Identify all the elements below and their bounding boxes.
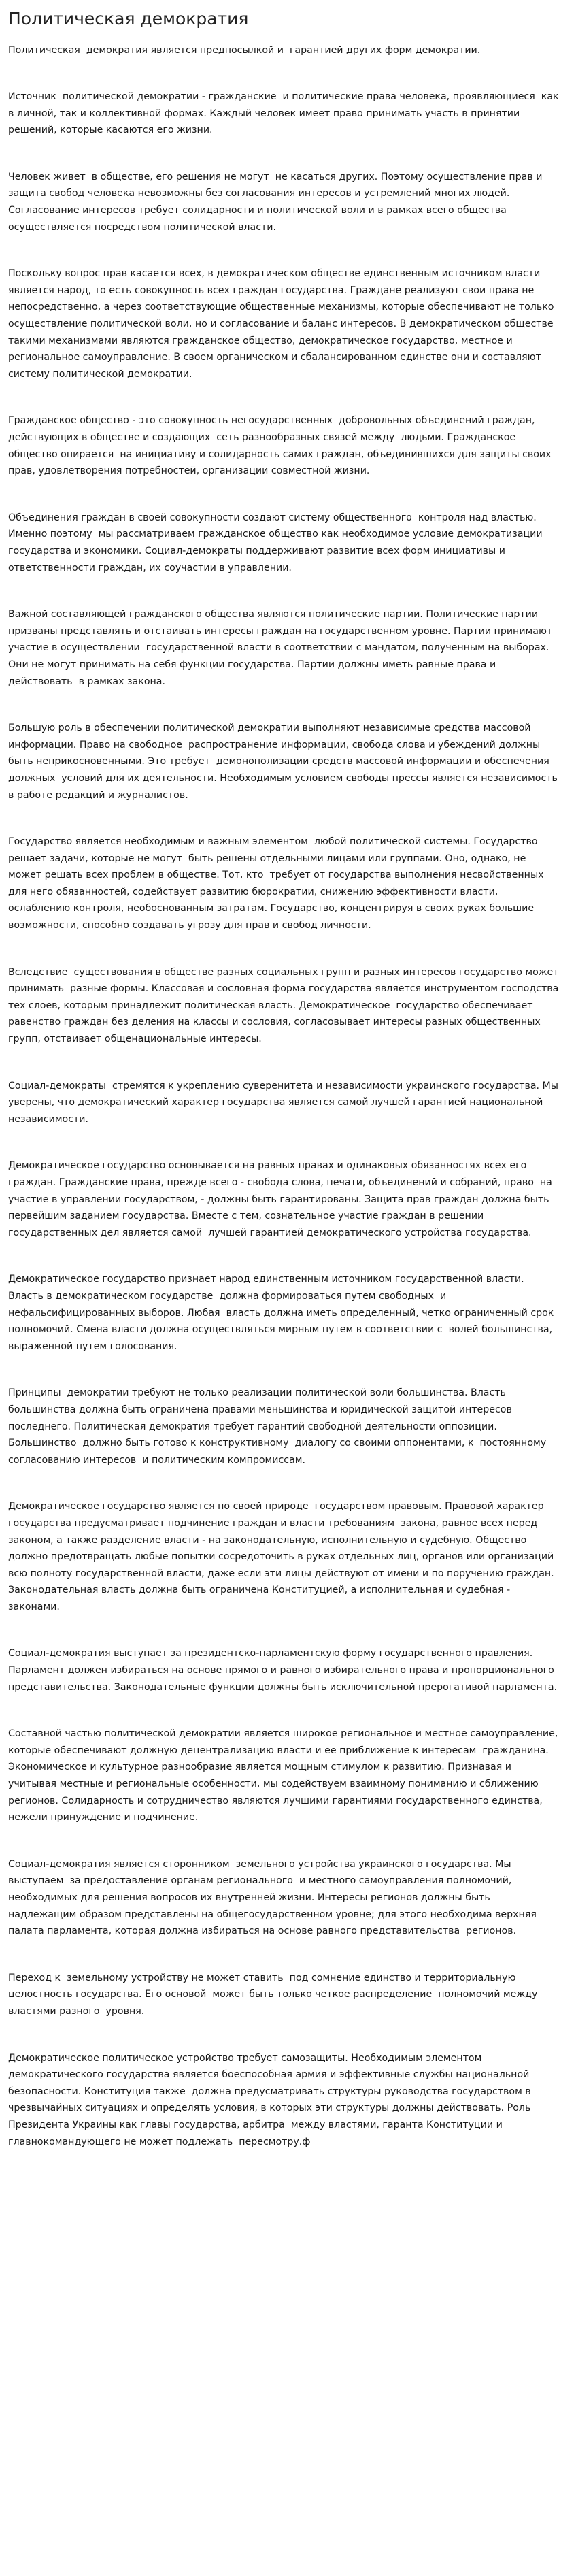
paragraph: Переход к земельному устройству не может ставить под сомнение единство и территориальную целостность государства. Его основой может быть только четкое распределение полномочий между властями разного уровня.	[8, 1972, 541, 2017]
paragraph: Вследствие существования в обществе разных социальных групп и разных интересов государство может принимать разные формы. Классовая и сословная форма государства является инструментом господства тех слоев, которым принадлежит политическая власть. Демократическое государство обеспечивает равенство граждан без деления на классы и сословия, согласовывает интересы разных общественных групп, отстаивает общенациональные интересы.	[8, 966, 562, 1045]
paragraph: Гражданское общество - это совокупность негосударственных добровольных объединений граждан, действующих в обществе и создающих сеть разнообразных связей между людьми. Гражданское общество опирается на инициативу и солидарность самих граждан, объединившихся для защиты своих прав, удовлетворения потребностей, организации совместной жизни.	[8, 415, 555, 477]
paragraph: Социал-демократы стремятся к укреплению суверенитета и независимости украинского государства. Мы уверены, что демократический характер государства является самой лучшей гарантией национальной независимости.	[8, 1080, 562, 1125]
paragraph: Демократическое государство является по своей природе государством правовым. Правовой характер государства предусматривает подчинение граждан и власти требованиям закона, равное всех перед законом, а также разделение власти - на законодательную, исполнительную и судебную. Общество должно предотвращать любые попытки сосредоточить в руках отдельных лиц, органов или организаций всю полноту государственной власти, даже если эти лицы действуют от имени и по поручению граждан. Законодательная власть должна быть ограничена Конституцией, а исполнительная и судебная - законами.	[8, 1501, 558, 1613]
paragraph: Государство является необходимым и важным элементом любой политической системы. Государство решает задачи, которые не могут быть решены отдельными лицами или группами. Оно, однако, не может решать всех проблем в обществе. Тот, кто требует от государства выполнения несвойственных для него обязанностей, содействует развитию бюрократии, снижению эффективности власти, ослаблению контроля, необоснованным затратам. Государство, концентрируя в своих руках большие возможности, способно создавать угрозу для прав и свобод личности.	[8, 836, 547, 931]
paragraph: Социал-демократия является сторонником земельного устройства украинского государства. Мы выступаем за предоставление органам регионального и местного самоуправления полномочий, необходимых для решения вопросов их внутренней жизни. Интересы регионов должны быть надлежащим образом представлены на общегосударственном уровне; для этого необходима верхняя палата парламента, которая должна избираться на основе равного представительства регионов.	[8, 1858, 540, 1937]
paragraph: Человек живет в обществе, его решения не могут не касаться других. Поэтому осуществление прав и защита свобод человека невозможны без согласования интересов и устремлений многих людей. Согласование интересов требует солидарности и политической воли и в рамках всего общества осуществляется посредством политической власти.	[8, 171, 545, 233]
paragraph: Социал-демократия выступает за президентско-парламентскую форму государственного правления. Парламент должен избираться на основе прямого и равного избирательного права и пропорционального представительства. Законодательные функции должны быть исключительной прерогативой парламента.	[8, 1648, 558, 1693]
paragraph: Демократическое государство основывается на равных правах и одинаковых обязанностях всех его граждан. Гражданские права, прежде всего - свобода слова, печати, объединений и собраний, право на участие в управлении государством, - должны быть гарантированы. Защита прав граждан должна быть первейшим заданием государства. Вместе с тем, сознательное участие граждан в решении государственных дел является самой лучшей гарантией демократического устройства государства.	[8, 1160, 556, 1238]
page-title: Политическая демократия	[8, 8, 560, 35]
document-body	[8, 42, 564, 2151]
paragraph: Политическая демократия является предпосылкой и гарантией других форм демократии.	[8, 44, 481, 56]
paragraph: Демократическое государство признает народ единственным источником государственной власти. Власть в демократическом государстве должна формироваться путем свободных и нефальсифицированных выборов. Любая власть должна иметь определенный, четко ограниченный срок полномочий. Смена власти должна осуществляться мирным путем в соответствии с волей большинства, выраженной путем голосования.	[8, 1274, 557, 1352]
paragraph: Объединения граждан в своей совокупности создают систему общественного контроля над властью. Именно поэтому мы рассматриваем гражданское общество как необходимое условие демократизации государства и экономики. Социал-демократы поддерживают развитие всех форм инициативы и ответственности граждан, их соучастии в управлении.	[8, 512, 546, 574]
paragraph: Большую роль в обеспечении политической демократии выполняют независимые средства массовой информации. Право на свободное распространение информации, свобода слова и убеждений должны быть неприкосновенными. Это требует демонополизации средств массовой информации и обеспечения должных условий для их деятельности. Необходимым условием свободы прессы является независимость в работе редакций и журналистов.	[8, 723, 564, 801]
paragraph: Поскольку вопрос прав касается всех, в демократическом обществе единственным источником власти является народ, то есть совокупность всех граждан государства. Граждане реализуют свои права не непосредственно, а через соответствующие общественные механизмы, которые обеспечивают не только осуществление политической воли, но и согласование и баланс интересов. В демократическом обществе такими механизмами являются гражданское общество, демократическое государство, местное и региональное самоуправление. В своем органическом и сбалансированном единстве они и составляют систему политической демократии.	[8, 268, 557, 380]
paragraph: Демократическое политическое устройство требует самозащиты. Необходимым элементом демократического государства является боеспособная армия и эффективные службы национальной безопасности. Конституция также должна предусматривать структуры руководства государством в чрезвычайных ситуациях и определять условия, в которых эти структуры должны действовать. Роль Президента Украины как главы государства, арбитра между властями, гаранта Конституции и главнокомандующего не может подлежать пересмотру.ф	[8, 2052, 535, 2147]
paragraph: Источник политической демократии - гражданские и политические права человека, проявляющиеся как в личной, так и коллективной формах. Каждый человек имеет право принимать участь в принятии решений, которые касаются его жизни.	[8, 91, 562, 136]
paragraph: Принципы демократии требуют не только реализации политической воли большинства. Власть большинства должна быть ограничена правами меньшинства и юридической защитой интересов последнего. Политическая демократия требует гарантий свободной деятельности оппозиции. Большинство должно быть готово к конструктивному диалогу со своими оппонентами, к постоянному согласованию интересов и политическим компромиссам.	[8, 1387, 549, 1466]
paragraph: Составной частью политической демократии является широкое региональное и местное самоуправление, которые обеспечивают должную децентрализацию власти и ее приближение к интересам гражданина. Экономическое и культурное разнообразие является мощным стимулом к развитию. Признавая и учитывая местные и региональные особенности, мы содействуем взаимному пониманию и сближению регионов. Солидарность и сотрудничество являются лучшими гарантиями государственного единства, нежели принуждение и подчинение.	[8, 1728, 561, 1823]
paragraph: Важной составляющей гражданского общества являются политические партии. Политические партии призваны представлять и отстаивать интересы граждан на государственном уровне. Партии принимают участие в осуществлении государственной власти в соответствии с мандатом, полученным на выборах. Они не могут принимать на себя функции государства. Партии должны иметь равные права и действовать в рамках закона.	[8, 609, 556, 687]
